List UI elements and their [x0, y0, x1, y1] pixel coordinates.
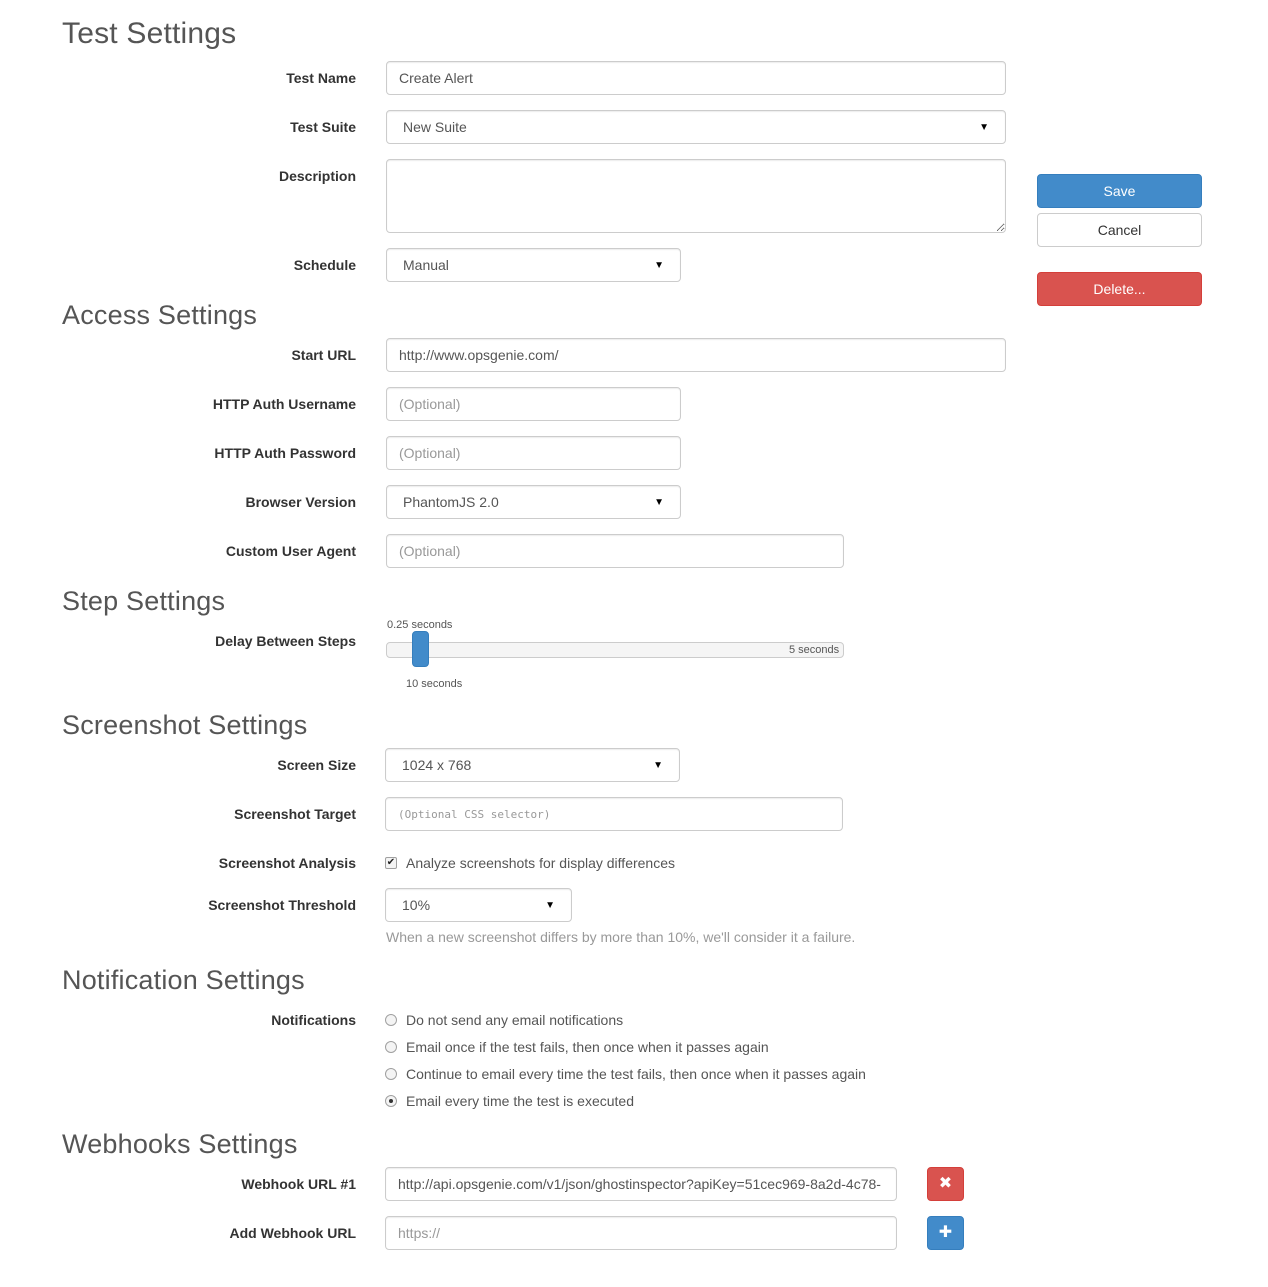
- screenshot-analysis-text: Analyze screenshots for display differences: [406, 855, 675, 871]
- description-textarea[interactable]: [386, 159, 1006, 233]
- chevron-down-icon: ▼: [979, 121, 989, 133]
- slider-tick-min: 0.25 seconds: [387, 619, 453, 631]
- start-url-input[interactable]: [386, 338, 1006, 372]
- schedule-select[interactable]: [386, 248, 681, 282]
- screen-size-label: Screen Size: [277, 757, 356, 773]
- browser-version-label: Browser Version: [245, 494, 356, 510]
- notification-option[interactable]: [385, 1012, 623, 1028]
- screen-size-select[interactable]: [385, 748, 680, 782]
- browser-version-select[interactable]: [386, 485, 681, 519]
- chevron-down-icon: ▼: [654, 496, 664, 508]
- save-button[interactable]: Save: [1037, 174, 1202, 208]
- notification-radio[interactable]: [385, 1068, 397, 1080]
- delete-button[interactable]: Delete...: [1037, 272, 1202, 306]
- section-title-notification: Notification Settings: [62, 965, 305, 995]
- screen-size-value: 1024 x 768: [402, 757, 472, 773]
- add-webhook-url-input[interactable]: [385, 1216, 897, 1250]
- chevron-down-icon: ▼: [545, 899, 555, 911]
- notification-radio[interactable]: [385, 1014, 397, 1026]
- screenshot-target-input[interactable]: [385, 797, 843, 831]
- chevron-down-icon: ▼: [654, 259, 664, 271]
- notification-radio[interactable]: [385, 1095, 397, 1107]
- section-title-webhooks: Webhooks Settings: [62, 1129, 298, 1159]
- cancel-button[interactable]: Cancel: [1037, 213, 1202, 247]
- test-name-input[interactable]: [386, 61, 1006, 95]
- notification-option-text: Email once if the test fails, then once when it passes again: [406, 1039, 769, 1055]
- section-title-step: Step Settings: [62, 586, 226, 616]
- section-title-screenshot: Screenshot Settings: [62, 710, 308, 740]
- section-title-test: Test Settings: [62, 17, 237, 50]
- section-title-access: Access Settings: [62, 300, 258, 330]
- test-suite-select[interactable]: [386, 110, 1006, 144]
- screenshot-threshold-value: 10%: [402, 897, 431, 913]
- delay-between-steps-label: Delay Between Steps: [215, 633, 356, 649]
- screenshot-analysis-label: Screenshot Analysis: [218, 855, 356, 871]
- schedule-label: Schedule: [293, 257, 356, 273]
- times-icon: ✖: [938, 1175, 953, 1192]
- plus-icon: ✚: [938, 1224, 953, 1241]
- notification-radio[interactable]: [385, 1041, 397, 1053]
- screenshot-threshold-label: Screenshot Threshold: [208, 897, 356, 913]
- notification-option[interactable]: [385, 1039, 769, 1055]
- screenshot-analysis-option[interactable]: [385, 855, 675, 871]
- notifications-label: Notifications: [271, 1012, 356, 1028]
- http-auth-username-input[interactable]: [386, 387, 681, 421]
- test-suite-label: Test Suite: [290, 119, 356, 135]
- description-label: Description: [278, 168, 356, 184]
- remove-webhook-button[interactable]: [927, 1167, 964, 1201]
- http-auth-password-label: HTTP Auth Password: [214, 445, 356, 461]
- add-webhook-url-label: Add Webhook URL: [229, 1225, 356, 1241]
- delay-slider-track[interactable]: [386, 642, 844, 658]
- schedule-value: Manual: [403, 257, 449, 273]
- notification-option[interactable]: [385, 1093, 634, 1109]
- chevron-down-icon: ▼: [653, 759, 663, 771]
- notification-option[interactable]: [385, 1066, 866, 1082]
- screenshot-threshold-select[interactable]: [385, 888, 572, 922]
- browser-version-value: PhantomJS 2.0: [403, 494, 499, 510]
- add-webhook-button[interactable]: [927, 1216, 964, 1250]
- http-auth-password-input[interactable]: [386, 436, 681, 470]
- custom-user-agent-label: Custom User Agent: [225, 543, 356, 559]
- start-url-label: Start URL: [291, 347, 356, 363]
- notification-option-text: Email every time the test is executed: [406, 1093, 634, 1109]
- screenshot-threshold-help: When a new screenshot differs by more than 10%, we'll consider it a failure.: [386, 929, 856, 945]
- slider-tick-max: 10 seconds: [406, 678, 463, 690]
- slider-tick-mid: 5 seconds: [789, 644, 840, 656]
- test-suite-value: New Suite: [403, 119, 467, 135]
- webhook-url-1-label: Webhook URL #1: [241, 1176, 356, 1192]
- http-auth-username-label: HTTP Auth Username: [212, 396, 356, 412]
- delay-slider-handle[interactable]: [412, 631, 429, 667]
- test-name-label: Test Name: [286, 70, 356, 86]
- custom-user-agent-input[interactable]: [386, 534, 844, 568]
- notification-option-text: Do not send any email notifications: [406, 1012, 624, 1028]
- screenshot-analysis-checkbox[interactable]: ✔: [386, 857, 396, 868]
- screenshot-target-label: Screenshot Target: [234, 806, 356, 822]
- notification-option-text: Continue to email every time the test fails, then once when it passes again: [406, 1066, 866, 1082]
- webhook-url-1-input[interactable]: [385, 1167, 897, 1201]
